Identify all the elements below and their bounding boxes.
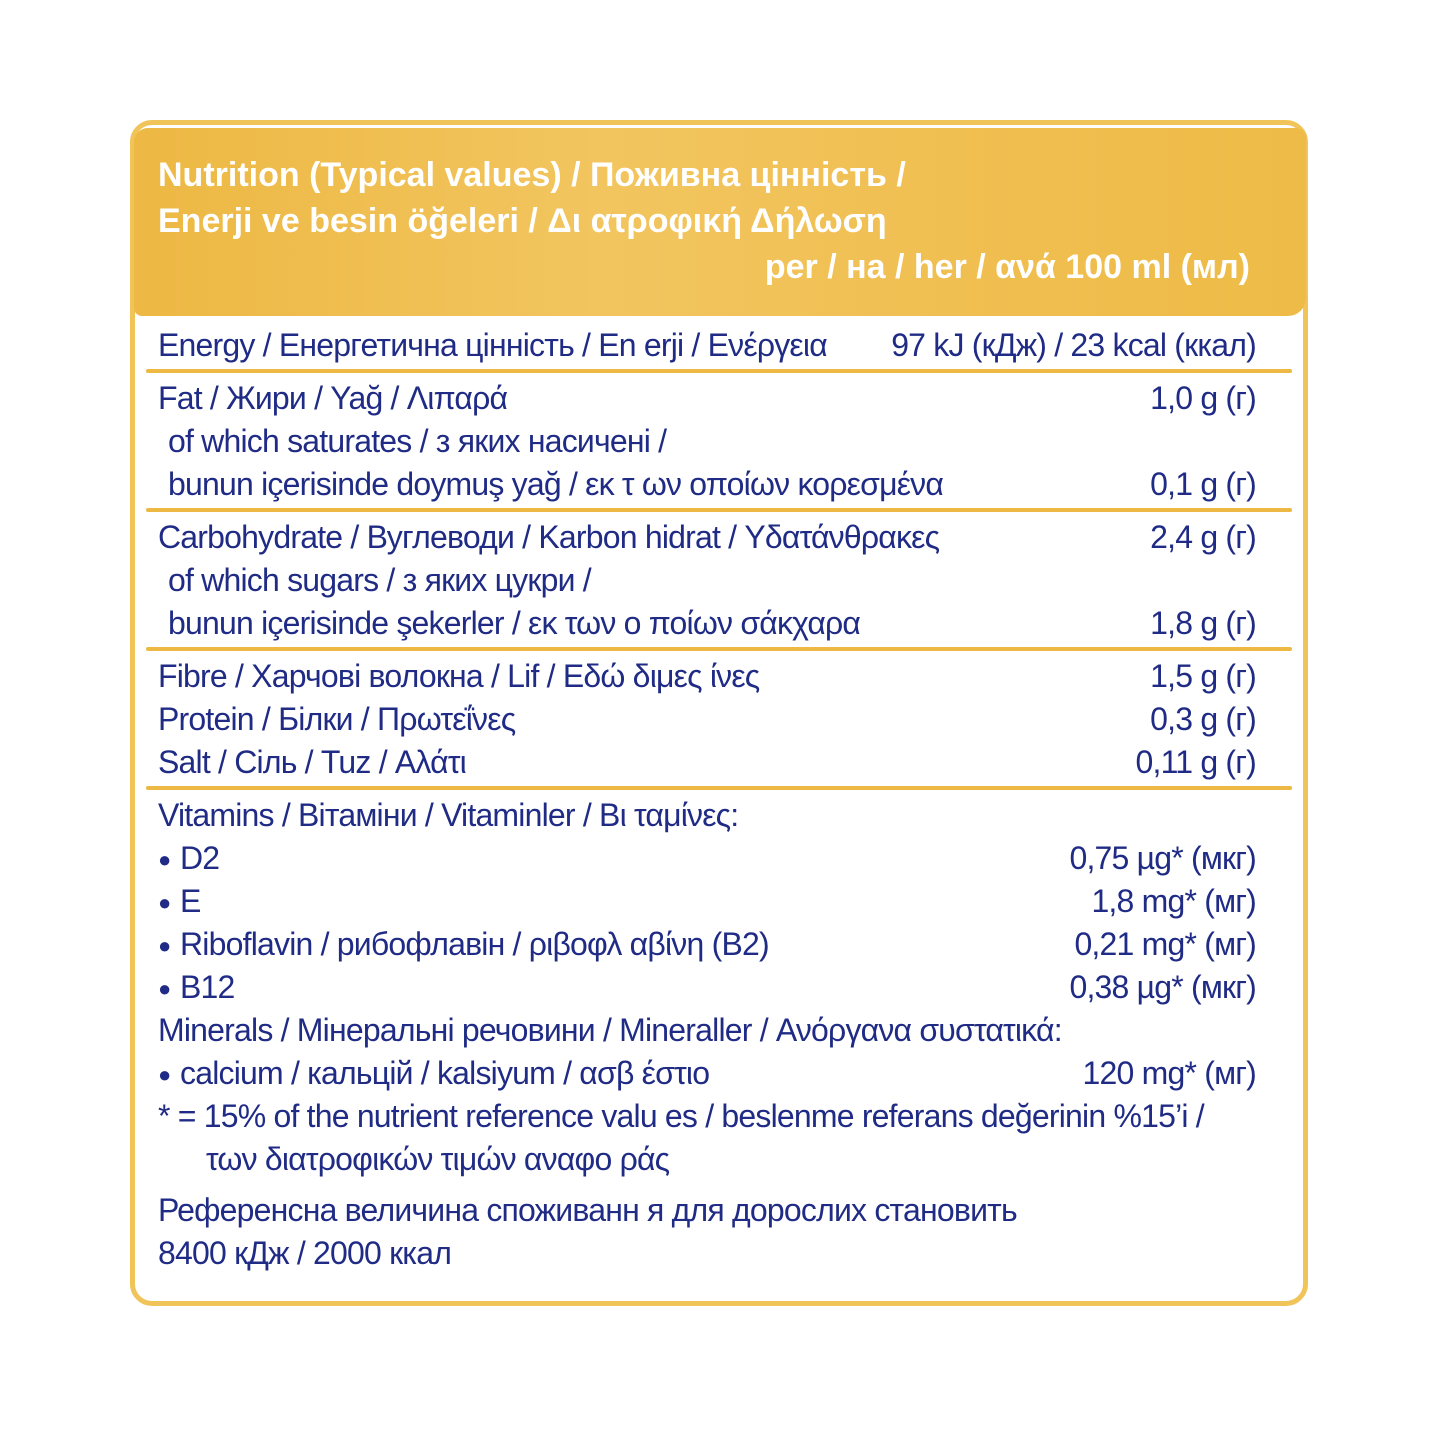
divider (146, 647, 1292, 651)
vitamin-label-wrap (158, 966, 235, 1010)
vitamin-value: 0,21 mg* (мг) (1074, 926, 1256, 962)
fibre-protein-salt-group (158, 655, 1256, 784)
vitamin-value: 1,8 mg* (мг) (1091, 883, 1256, 919)
energy-label: Energy / Енергетична цінність / En erji / Ενέργεια (158, 327, 827, 363)
vitamin-row (158, 837, 1256, 880)
vitamin-label: E (180, 883, 201, 919)
title-line-2: Enerji ve besin öğeleri / Δι ατροφική Δήλωση (158, 202, 887, 240)
energy-group (158, 320, 1256, 367)
divider (146, 369, 1292, 373)
bullet-icon: ● (158, 933, 171, 958)
fibre-label: Fibre / Харчові волокна / Lif / Εδώ διμες ίνες (158, 658, 760, 694)
vitamin-row (158, 966, 1256, 1009)
vitamin-row (158, 923, 1256, 966)
fat-row (158, 377, 1256, 420)
vitamin-label: D2 (180, 840, 220, 876)
page-title (158, 152, 1258, 244)
vitamin-label-wrap (158, 923, 769, 967)
vitamins-group (158, 794, 1256, 1275)
saturates-label-2: bunun içerisinde doymuş yağ / εκ τ ων οποίων κορεσμένα (168, 466, 944, 502)
fibre-value: 1,5 g (г) (1150, 658, 1256, 694)
carbohydrate-value: 2,4 g (г) (1150, 519, 1256, 555)
salt-row (158, 741, 1256, 784)
sugars-label-2: bunun içerisinde şekerler / εκ των ο ποίων σάκχαρα (168, 605, 861, 641)
vitamins-heading: Vitamins / Вітаміни / Vitaminler / Βι ταμίνες: (158, 797, 739, 833)
protein-row (158, 698, 1256, 741)
fat-value: 1,0 g (г) (1150, 380, 1256, 416)
reference-line-1: Референсна величина споживанн я для дорослих становить (158, 1192, 1017, 1228)
salt-label: Salt / Сіль / Tuz / Αλάτι (158, 744, 466, 780)
vitamin-label: Riboflavin / рибофлавін / ριβοφλ αβίνη (B2) (180, 926, 769, 962)
vitamin-label: B12 (180, 969, 235, 1005)
mineral-value: 120 mg* (мг) (1082, 1055, 1256, 1091)
mineral-row (158, 1052, 1256, 1095)
mineral-label-wrap (158, 1052, 709, 1096)
energy-row (158, 324, 1256, 367)
minerals-heading: Minerals / Мінеральні речовини / Mineraller / Ανόργανα συστατικά: (158, 1012, 1062, 1048)
energy-value: 97 kJ (кДж) / 23 kcal (ккал) (891, 327, 1256, 363)
fat-label: Fat / Жири / Yağ / Λιπαρά (158, 380, 508, 416)
bullet-icon: ● (158, 1062, 171, 1087)
fibre-row (158, 655, 1256, 698)
reference-line-2: 8400 кДж / 2000 ккал (158, 1235, 452, 1271)
carbohydrate-group (158, 516, 1256, 645)
vitamin-value: 0,38 µg* (мкг) (1069, 969, 1256, 1005)
saturates-row-2 (158, 463, 1256, 506)
vitamins-heading-row (158, 794, 1256, 837)
fat-group (158, 377, 1256, 506)
title-line-1: Nutrition (Typical values) / Поживна цінність / (158, 156, 906, 194)
vitamin-label-wrap (158, 837, 219, 881)
vitamin-row (158, 880, 1256, 923)
minerals-heading-row (158, 1009, 1256, 1052)
spacer (158, 1181, 1256, 1189)
per-unit-label: per / на / her / ανά 100 ml (мл) (764, 248, 1250, 286)
divider (146, 508, 1292, 512)
bullet-icon: ● (158, 847, 171, 872)
protein-value: 0,3 g (г) (1150, 701, 1256, 737)
salt-value: 0,11 g (г) (1135, 744, 1256, 780)
sugars-row-1 (158, 559, 1256, 602)
bullet-icon: ● (158, 976, 171, 1001)
mineral-label: calcium / кальцій / kalsiyum / ασβ έστιο (180, 1055, 710, 1091)
carbohydrate-row (158, 516, 1256, 559)
saturates-label-1: of which saturates / з яких насичені / (168, 423, 667, 459)
nutrition-table (158, 320, 1256, 1275)
saturates-row-1 (158, 420, 1256, 463)
divider (146, 786, 1292, 790)
sugars-row-2 (158, 602, 1256, 645)
saturates-value: 0,1 g (г) (1150, 466, 1256, 502)
vitamin-value: 0,75 µg* (мкг) (1069, 840, 1256, 876)
footnote-line-2: των διατροφικών τιμών αναφο ράς (206, 1141, 670, 1177)
carbohydrate-label: Carbohydrate / Вуглеводи / Karbon hidrat / Υδατάνθρακες (158, 519, 940, 555)
vitamin-label-wrap (158, 880, 201, 924)
sugars-label-1: of which sugars / з яких цукри / (168, 562, 591, 598)
protein-label: Protein / Білки / Πρωτεΐνες (158, 701, 516, 737)
header-banner (134, 128, 1306, 316)
footnote-line-1: * = 15% of the nutrient reference valu es / beslenme referans değerinin %15’i / (158, 1098, 1204, 1134)
sugars-value: 1,8 g (г) (1150, 605, 1256, 641)
bullet-icon: ● (158, 890, 171, 915)
